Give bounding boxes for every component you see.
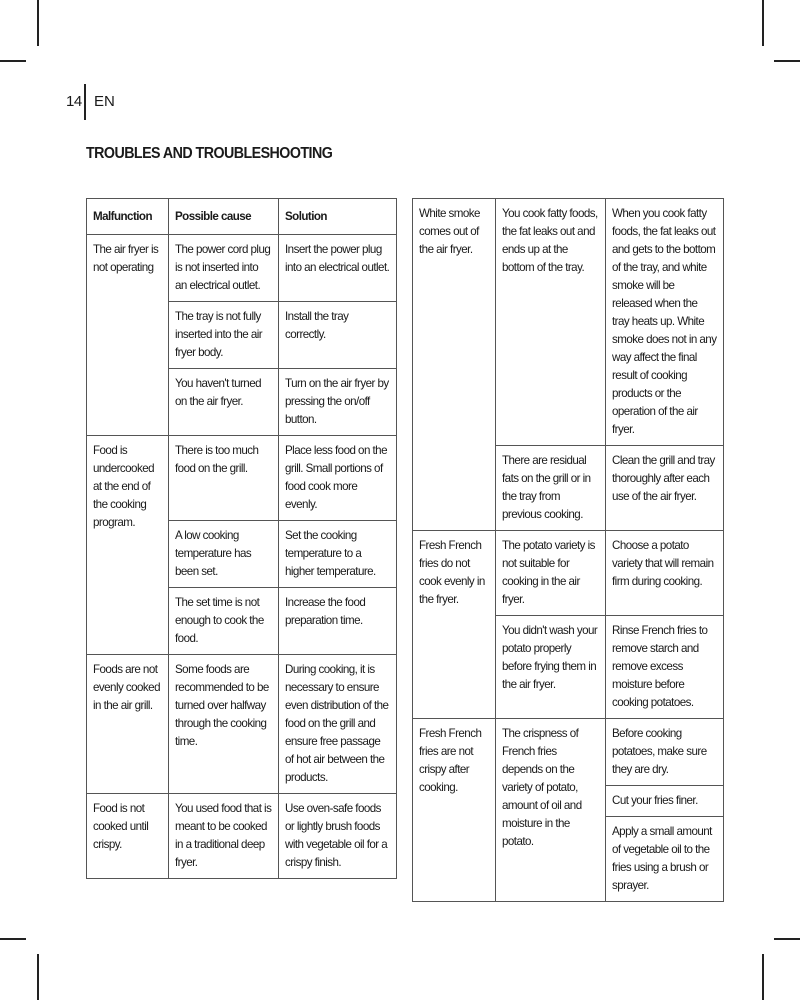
- table-row: [413, 531, 724, 616]
- solution-cell: Before cooking potatoes, make sure they are dry.: [606, 719, 724, 786]
- solution-cell: When you cook fatty foods, the fat leaks out and gets to the bottom of the tray, and white smoke will be released when the tray heats up. White smoke does not in any way affect the final result of cooking products or the operation of the air fryer.: [606, 199, 724, 446]
- cause-cell: There are residual fats on the grill or in the tray from previous cooking.: [496, 446, 606, 531]
- crop-mark: [37, 954, 39, 1000]
- malfunction-cell: Food is undercooked at the end of the cooking program.: [87, 436, 169, 655]
- crop-mark: [762, 954, 764, 1000]
- table-row: [87, 794, 397, 879]
- table-row: [87, 436, 397, 521]
- solution-cell: Apply a small amount of vegetable oil to the fries using a brush or sprayer.: [606, 817, 724, 902]
- solution-cell: Clean the grill and tray thoroughly after each use of the air fryer.: [606, 446, 724, 531]
- solution-cell: Set the cooking temperature to a higher temperature.: [279, 521, 397, 588]
- crop-mark: [762, 0, 764, 46]
- crop-mark: [0, 938, 26, 940]
- section-title: TROUBLES AND TROUBLESHOOTING: [86, 145, 333, 162]
- troubleshooting-table-left: [86, 198, 397, 879]
- cause-cell: You used food that is meant to be cooked in a traditional deep fryer.: [169, 794, 279, 879]
- crop-mark: [37, 0, 39, 46]
- malfunction-cell: Food is not cooked until crispy.: [87, 794, 169, 879]
- header-solution: Solution: [279, 199, 397, 235]
- header-cause: Possible cause: [169, 199, 279, 235]
- cause-cell: Some foods are recommended to be turned over halfway through the cooking time.: [169, 655, 279, 794]
- malfunction-cell: Foods are not evenly cooked in the air grill.: [87, 655, 169, 794]
- cause-cell: You didn't wash your potato properly before frying them in the air fryer.: [496, 616, 606, 719]
- solution-cell: Place less food on the grill. Small portions of food cook more evenly.: [279, 436, 397, 521]
- cause-cell: You haven't turned on the air fryer.: [169, 369, 279, 436]
- cause-cell: A low cooking temperature has been set.: [169, 521, 279, 588]
- solution-cell: Insert the power plug into an electrical outlet.: [279, 235, 397, 302]
- solution-cell: Cut your fries finer.: [606, 786, 724, 817]
- crop-mark: [774, 60, 800, 62]
- malfunction-cell: Fresh French fries are not crispy after cooking.: [413, 719, 496, 902]
- table-header-row: [87, 199, 397, 235]
- table-row: [413, 199, 724, 446]
- solution-cell: Use oven-safe foods or lightly brush foods with vegetable oil for a crispy finish.: [279, 794, 397, 879]
- cause-cell: The tray is not fully inserted into the air fryer body.: [169, 302, 279, 369]
- malfunction-cell: Fresh French fries do not cook evenly in the fryer.: [413, 531, 496, 719]
- cause-cell: The potato variety is not suitable for cooking in the air fryer.: [496, 531, 606, 616]
- solution-cell: Choose a potato variety that will remain firm during cooking.: [606, 531, 724, 616]
- solution-cell: Increase the food preparation time.: [279, 588, 397, 655]
- table-row: [87, 655, 397, 794]
- malfunction-cell: White smoke comes out of the air fryer.: [413, 199, 496, 531]
- solution-cell: Turn on the air fryer by pressing the on/off button.: [279, 369, 397, 436]
- header-malfunction: Malfunction: [87, 199, 169, 235]
- cause-cell: You cook fatty foods, the fat leaks out and ends up at the bottom of the tray.: [496, 199, 606, 446]
- page-number: 14: [66, 93, 82, 110]
- troubleshooting-table-right: [412, 198, 724, 902]
- table-row: [413, 719, 724, 786]
- cause-cell: There is too much food on the grill.: [169, 436, 279, 521]
- language-code: EN: [94, 93, 115, 110]
- crop-mark: [0, 60, 26, 62]
- header-divider: [84, 84, 86, 120]
- cause-cell: The power cord plug is not inserted into an electrical outlet.: [169, 235, 279, 302]
- cause-cell: The set time is not enough to cook the food.: [169, 588, 279, 655]
- crop-mark: [774, 938, 800, 940]
- malfunction-cell: The air fryer is not operating: [87, 235, 169, 436]
- table-row: [87, 235, 397, 302]
- cause-cell: The crispness of French fries depends on the variety of potato, amount of oil and moisture in the potato.: [496, 719, 606, 902]
- solution-cell: Rinse French fries to remove starch and remove excess moisture before cooking potatoes.: [606, 616, 724, 719]
- solution-cell: Install the tray correctly.: [279, 302, 397, 369]
- solution-cell: During cooking, it is necessary to ensure even distribution of the food on the grill and ensure free passage of hot air between the products.: [279, 655, 397, 794]
